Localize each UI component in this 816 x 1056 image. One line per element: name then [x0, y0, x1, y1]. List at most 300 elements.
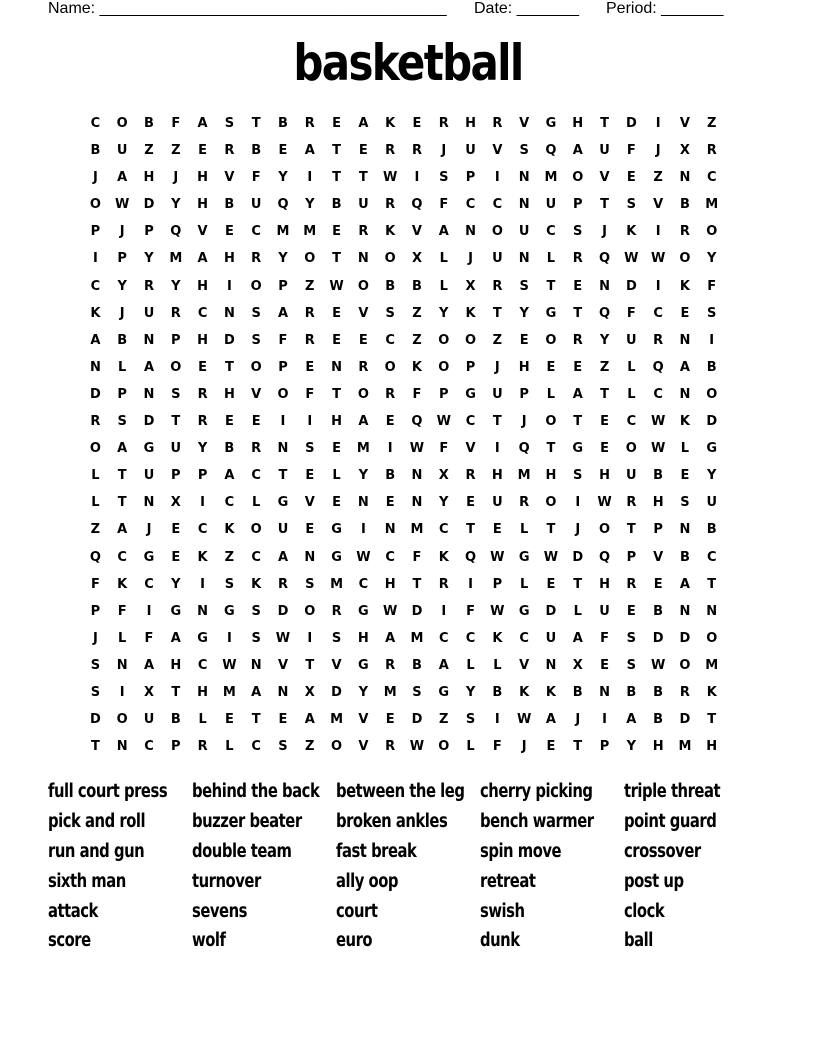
grid-letter[interactable]: S	[573, 224, 583, 240]
grid-letter[interactable]: F	[492, 739, 502, 755]
grid-letter[interactable]: I	[307, 414, 313, 430]
grid-letter[interactable]: T	[278, 468, 288, 484]
grid-letter[interactable]: L	[520, 576, 529, 592]
grid-letter[interactable]: T	[224, 359, 234, 375]
grid-letter[interactable]: B	[572, 684, 583, 700]
grid-letter[interactable]: O	[357, 278, 369, 294]
grid-letter[interactable]: Y	[278, 251, 288, 267]
grid-letter[interactable]: Y	[707, 251, 717, 267]
grid-letter[interactable]: H	[223, 251, 235, 267]
grid-letter[interactable]: I	[226, 630, 232, 646]
grid-letter[interactable]: H	[197, 197, 209, 213]
grid-letter[interactable]: Y	[117, 278, 127, 294]
grid-letter[interactable]: K	[679, 278, 690, 294]
grid-letter[interactable]: W	[650, 414, 666, 430]
grid-letter[interactable]: K	[117, 576, 128, 592]
grid-letter[interactable]: H	[491, 468, 503, 484]
grid-letter[interactable]: T	[332, 143, 341, 159]
grid-letter[interactable]: E	[332, 441, 342, 457]
grid-letter[interactable]: T	[573, 414, 583, 430]
grid-letter[interactable]: B	[492, 684, 503, 700]
grid-letter[interactable]: X	[679, 143, 690, 159]
grid-letter[interactable]: C	[626, 414, 637, 430]
grid-letter[interactable]: D	[143, 414, 155, 430]
grid-letter[interactable]: U	[545, 197, 557, 213]
grid-letter[interactable]: H	[197, 278, 209, 294]
grid-letter[interactable]: Y	[439, 495, 449, 511]
grid-letter[interactable]: B	[170, 712, 181, 728]
grid-letter[interactable]: V	[411, 224, 422, 240]
grid-letter[interactable]: B	[653, 684, 664, 700]
grid-letter[interactable]: Q	[411, 197, 423, 213]
grid-letter[interactable]: C	[653, 386, 663, 402]
grid-letter[interactable]: C	[438, 630, 449, 646]
grid-letter[interactable]: W	[115, 197, 130, 213]
grid-letter[interactable]: I	[226, 278, 232, 294]
grid-letter[interactable]: H	[384, 576, 396, 592]
grid-letter[interactable]: T	[412, 576, 422, 592]
grid-letter[interactable]: G	[465, 386, 476, 402]
grid-letter[interactable]: T	[251, 712, 261, 728]
grid-letter[interactable]: T	[305, 657, 315, 673]
grid-letter[interactable]: O	[277, 386, 289, 402]
grid-letter[interactable]: N	[304, 549, 316, 565]
grid-letter[interactable]: L	[466, 657, 475, 673]
grid-letter[interactable]: T	[573, 305, 583, 321]
grid-letter[interactable]: H	[223, 386, 235, 402]
grid-letter[interactable]: S	[626, 630, 637, 646]
grid-letter[interactable]: R	[358, 359, 369, 375]
grid-letter[interactable]: Y	[439, 305, 449, 321]
grid-letter[interactable]: O	[706, 224, 718, 240]
grid-letter[interactable]: Q	[411, 414, 423, 430]
grid-letter[interactable]: Z	[305, 739, 315, 755]
date-field[interactable]: Date: _______	[474, 0, 579, 17]
grid-letter[interactable]: F	[412, 386, 422, 402]
grid-letter[interactable]: O	[465, 332, 477, 348]
grid-letter[interactable]: K	[385, 224, 396, 240]
grid-letter[interactable]: N	[411, 468, 423, 484]
grid-letter[interactable]: L	[546, 386, 556, 402]
name-field[interactable]: Name: _______________________________________	[48, 0, 447, 17]
grid-letter[interactable]: R	[653, 332, 664, 348]
grid-letter[interactable]: N	[384, 522, 396, 538]
grid-letter[interactable]: O	[438, 739, 450, 755]
grid-letter[interactable]: G	[438, 684, 450, 700]
grid-letter[interactable]: R	[411, 143, 422, 159]
grid-letter[interactable]: B	[90, 143, 101, 159]
grid-letter[interactable]: R	[572, 332, 583, 348]
grid-letter[interactable]: K	[465, 305, 476, 321]
grid-letter[interactable]: C	[519, 630, 529, 646]
grid-letter[interactable]: I	[494, 441, 500, 457]
grid-letter[interactable]: W	[436, 414, 451, 430]
grid-letter[interactable]: G	[706, 441, 718, 457]
grid-letter[interactable]: R	[277, 576, 288, 592]
grid-letter[interactable]: E	[546, 359, 556, 375]
grid-letter[interactable]: A	[626, 712, 637, 728]
grid-letter[interactable]: A	[90, 332, 101, 348]
grid-letter[interactable]: I	[119, 684, 125, 700]
grid-letter[interactable]: T	[332, 170, 341, 186]
grid-letter[interactable]: S	[305, 576, 315, 592]
grid-letter[interactable]: A	[277, 305, 288, 321]
grid-letter[interactable]: A	[117, 441, 128, 457]
grid-letter[interactable]: F	[439, 197, 449, 213]
grid-letter[interactable]: W	[543, 549, 559, 565]
grid-letter[interactable]: F	[305, 386, 315, 402]
grid-letter[interactable]: P	[626, 549, 637, 565]
grid-letter[interactable]: S	[251, 603, 261, 619]
grid-letter[interactable]: N	[331, 359, 343, 375]
grid-letter[interactable]: E	[224, 224, 234, 240]
grid-letter[interactable]: C	[438, 522, 449, 538]
grid-letter[interactable]: R	[572, 251, 583, 267]
grid-letter[interactable]: W	[650, 441, 666, 457]
grid-letter[interactable]: L	[198, 712, 207, 728]
grid-letter[interactable]: O	[116, 116, 128, 131]
grid-letter[interactable]: L	[573, 603, 582, 619]
grid-letter[interactable]: C	[197, 657, 208, 673]
grid-letter[interactable]: N	[411, 495, 423, 511]
grid-letter[interactable]: T	[492, 305, 502, 321]
grid-letter[interactable]: D	[331, 684, 342, 700]
grid-letter[interactable]: G	[358, 603, 369, 619]
grid-letter[interactable]: L	[493, 657, 502, 673]
grid-letter[interactable]: J	[521, 414, 527, 430]
grid-letter[interactable]: N	[89, 359, 101, 375]
grid-letter[interactable]: U	[626, 332, 637, 348]
grid-letter[interactable]: T	[573, 576, 583, 592]
grid-letter[interactable]: H	[572, 116, 584, 131]
grid-letter[interactable]: K	[385, 116, 396, 131]
grid-letter[interactable]: W	[624, 251, 639, 267]
grid-letter[interactable]: T	[546, 278, 556, 294]
grid-letter[interactable]: T	[600, 386, 609, 402]
grid-letter[interactable]: I	[602, 712, 607, 728]
grid-letter[interactable]: F	[626, 143, 636, 159]
grid-letter[interactable]: Z	[224, 549, 235, 565]
grid-letter[interactable]: A	[251, 684, 262, 700]
grid-letter[interactable]: A	[572, 143, 583, 159]
grid-letter[interactable]: U	[143, 468, 155, 484]
grid-letter[interactable]: M	[222, 684, 236, 700]
grid-letter[interactable]: W	[409, 739, 425, 755]
grid-letter[interactable]: T	[626, 522, 636, 538]
grid-letter[interactable]: B	[653, 468, 664, 484]
grid-letter[interactable]: J	[575, 712, 581, 728]
grid-letter[interactable]: X	[143, 684, 154, 700]
grid-letter[interactable]: M	[517, 468, 531, 484]
grid-letter[interactable]: K	[492, 630, 503, 646]
grid-letter[interactable]: C	[144, 576, 154, 592]
grid-letter[interactable]: C	[465, 630, 476, 646]
grid-letter[interactable]: Z	[653, 170, 663, 186]
grid-letter[interactable]: Y	[278, 170, 288, 186]
grid-letter[interactable]: E	[332, 305, 342, 321]
grid-letter[interactable]: N	[250, 657, 262, 673]
grid-letter[interactable]: R	[385, 386, 396, 402]
grid-letter[interactable]: S	[171, 386, 181, 402]
grid-letter[interactable]: R	[519, 495, 530, 511]
grid-letter[interactable]: I	[655, 278, 661, 294]
grid-letter[interactable]: U	[706, 495, 717, 511]
grid-letter[interactable]: N	[518, 251, 530, 267]
grid-letter[interactable]: O	[545, 495, 557, 511]
grid-letter[interactable]: E	[224, 414, 234, 430]
grid-letter[interactable]: E	[224, 712, 234, 728]
grid-letter[interactable]: V	[599, 170, 610, 186]
grid-letter[interactable]: C	[653, 305, 663, 321]
grid-letter[interactable]: V	[519, 116, 530, 131]
grid-letter[interactable]: O	[545, 414, 557, 430]
grid-letter[interactable]: G	[358, 657, 369, 673]
grid-letter[interactable]: H	[197, 170, 209, 186]
grid-letter[interactable]: I	[575, 495, 581, 511]
grid-letter[interactable]: E	[385, 495, 395, 511]
grid-letter[interactable]: G	[143, 441, 155, 457]
grid-letter[interactable]: E	[680, 305, 690, 321]
grid-letter[interactable]: D	[143, 197, 155, 213]
grid-letter[interactable]: C	[385, 549, 395, 565]
grid-letter[interactable]: Q	[89, 549, 101, 565]
grid-letter[interactable]: C	[117, 549, 127, 565]
grid-letter[interactable]: U	[599, 603, 610, 619]
grid-letter[interactable]: N	[545, 657, 557, 673]
grid-letter[interactable]: V	[653, 549, 664, 565]
grid-letter[interactable]: F	[144, 630, 154, 646]
grid-letter[interactable]: J	[494, 359, 500, 375]
grid-letter[interactable]: P	[653, 522, 663, 538]
grid-letter[interactable]: S	[224, 576, 235, 592]
grid-letter[interactable]: C	[492, 197, 503, 213]
grid-letter[interactable]: L	[332, 468, 341, 484]
grid-letter[interactable]: E	[198, 143, 208, 159]
grid-letter[interactable]: N	[679, 603, 691, 619]
grid-letter[interactable]: G	[170, 603, 182, 619]
grid-letter[interactable]: H	[465, 116, 476, 131]
grid-letter[interactable]: D	[679, 712, 691, 728]
grid-letter[interactable]: V	[304, 495, 315, 511]
grid-letter[interactable]: A	[572, 386, 583, 402]
grid-letter[interactable]: F	[439, 441, 449, 457]
grid-letter[interactable]: B	[278, 116, 288, 131]
grid-letter[interactable]: Z	[412, 305, 422, 321]
grid-letter[interactable]: U	[143, 305, 155, 321]
grid-letter[interactable]: E	[600, 441, 609, 457]
grid-letter[interactable]: E	[466, 495, 475, 511]
grid-letter[interactable]: U	[277, 522, 289, 538]
grid-letter[interactable]: R	[385, 739, 396, 755]
grid-letter[interactable]: T	[171, 414, 181, 430]
grid-letter[interactable]: P	[492, 576, 503, 592]
grid-letter[interactable]: P	[171, 332, 181, 348]
grid-letter[interactable]: W	[222, 657, 237, 673]
grid-letter[interactable]: R	[304, 332, 315, 348]
grid-letter[interactable]: O	[89, 197, 101, 213]
grid-letter[interactable]: R	[197, 386, 208, 402]
grid-letter[interactable]: I	[92, 251, 98, 267]
grid-letter[interactable]: T	[492, 414, 502, 430]
grid-letter[interactable]: X	[438, 468, 449, 484]
grid-letter[interactable]: N	[277, 441, 289, 457]
grid-letter[interactable]: F	[466, 603, 475, 619]
grid-letter[interactable]: R	[385, 657, 396, 673]
grid-letter[interactable]: D	[706, 414, 718, 430]
grid-letter[interactable]: Y	[519, 305, 529, 321]
grid-letter[interactable]: C	[197, 522, 208, 538]
grid-letter[interactable]: O	[572, 170, 584, 186]
grid-letter[interactable]: N	[357, 251, 369, 267]
grid-letter[interactable]: Y	[171, 197, 181, 213]
grid-letter[interactable]: A	[679, 359, 690, 375]
grid-letter[interactable]: U	[170, 441, 182, 457]
grid-letter[interactable]: E	[492, 522, 502, 538]
grid-letter[interactable]: E	[332, 224, 342, 240]
grid-letter[interactable]: S	[707, 305, 717, 321]
grid-letter[interactable]: D	[90, 386, 101, 402]
grid-letter[interactable]: U	[599, 143, 610, 159]
grid-letter[interactable]: K	[411, 359, 422, 375]
grid-letter[interactable]: Q	[599, 305, 611, 321]
grid-letter[interactable]: H	[599, 468, 610, 484]
grid-letter[interactable]: K	[251, 576, 262, 592]
grid-letter[interactable]: Z	[707, 116, 717, 131]
grid-letter[interactable]: O	[438, 332, 450, 348]
grid-letter[interactable]: B	[626, 684, 637, 700]
grid-letter[interactable]: K	[519, 684, 530, 700]
grid-letter[interactable]: H	[706, 739, 718, 755]
grid-letter[interactable]: S	[573, 468, 583, 484]
grid-letter[interactable]: D	[572, 549, 584, 565]
grid-letter[interactable]: Z	[171, 143, 181, 159]
grid-letter[interactable]: N	[143, 386, 155, 402]
grid-letter[interactable]: M	[544, 170, 558, 186]
grid-letter[interactable]: B	[385, 468, 396, 484]
grid-letter[interactable]: B	[412, 657, 422, 673]
grid-letter[interactable]: S	[626, 657, 637, 673]
grid-letter[interactable]: S	[331, 630, 342, 646]
grid-letter[interactable]: A	[224, 468, 235, 484]
grid-letter[interactable]: P	[438, 386, 449, 402]
grid-letter[interactable]: N	[197, 603, 209, 619]
grid-letter[interactable]: E	[332, 495, 342, 511]
grid-letter[interactable]: C	[546, 224, 556, 240]
grid-letter[interactable]: R	[143, 278, 154, 294]
grid-letter[interactable]: R	[438, 116, 449, 131]
grid-letter[interactable]: K	[90, 305, 101, 321]
grid-letter[interactable]: I	[200, 576, 205, 592]
grid-letter[interactable]: D	[411, 712, 423, 728]
grid-letter[interactable]: O	[250, 278, 262, 294]
grid-letter[interactable]: O	[625, 441, 637, 457]
grid-letter[interactable]: R	[492, 278, 503, 294]
grid-letter[interactable]: O	[250, 359, 262, 375]
grid-letter[interactable]: P	[117, 386, 127, 402]
grid-letter[interactable]: K	[545, 684, 556, 700]
grid-letter[interactable]: F	[251, 170, 261, 186]
grid-letter[interactable]: Y	[358, 468, 369, 484]
grid-letter[interactable]: B	[653, 712, 664, 728]
grid-letter[interactable]: L	[627, 359, 636, 375]
grid-letter[interactable]: N	[465, 224, 476, 240]
grid-letter[interactable]: W	[650, 657, 666, 673]
grid-letter[interactable]: R	[197, 414, 208, 430]
grid-letter[interactable]: V	[331, 657, 342, 673]
grid-letter[interactable]: X	[465, 278, 476, 294]
grid-letter[interactable]: O	[599, 522, 611, 538]
grid-letter[interactable]: S	[305, 441, 315, 457]
grid-letter[interactable]: E	[305, 468, 315, 484]
grid-letter[interactable]: O	[170, 359, 182, 375]
grid-letter[interactable]: N	[357, 495, 369, 511]
grid-letter[interactable]: C	[706, 549, 717, 565]
grid-letter[interactable]: M	[383, 684, 397, 700]
grid-letter[interactable]: N	[706, 603, 718, 619]
grid-letter[interactable]: O	[357, 386, 369, 402]
grid-letter[interactable]: S	[224, 116, 235, 131]
grid-letter[interactable]: Y	[465, 684, 476, 700]
grid-letter[interactable]: L	[546, 251, 556, 267]
grid-letter[interactable]: T	[171, 684, 181, 700]
grid-letter[interactable]: T	[546, 441, 556, 457]
grid-letter[interactable]: R	[465, 468, 476, 484]
grid-letter[interactable]: O	[384, 251, 396, 267]
grid-letter[interactable]: G	[331, 549, 342, 565]
grid-letter[interactable]: W	[516, 712, 532, 728]
grid-letter[interactable]: V	[358, 739, 369, 755]
grid-letter[interactable]: Z	[599, 359, 610, 375]
grid-letter[interactable]: B	[251, 143, 262, 159]
grid-letter[interactable]: Y	[626, 739, 637, 755]
grid-letter[interactable]: E	[171, 549, 181, 565]
grid-letter[interactable]: D	[277, 603, 289, 619]
grid-letter[interactable]: C	[90, 278, 101, 294]
grid-letter[interactable]: I	[494, 170, 500, 186]
grid-letter[interactable]: O	[250, 522, 262, 538]
grid-letter[interactable]: R	[385, 143, 396, 159]
grid-letter[interactable]: F	[707, 278, 717, 294]
grid-letter[interactable]: L	[439, 251, 448, 267]
grid-letter[interactable]: F	[171, 116, 181, 131]
grid-letter[interactable]: L	[118, 630, 127, 646]
grid-letter[interactable]: P	[90, 224, 101, 240]
grid-letter[interactable]: T	[251, 116, 261, 131]
grid-letter[interactable]: Q	[599, 549, 611, 565]
grid-letter[interactable]: Z	[439, 712, 449, 728]
grid-letter[interactable]: E	[680, 468, 690, 484]
grid-letter[interactable]: Q	[652, 359, 664, 375]
grid-letter[interactable]: T	[332, 251, 341, 267]
grid-letter[interactable]: R	[626, 495, 637, 511]
grid-letter[interactable]: L	[91, 495, 100, 511]
grid-letter[interactable]: A	[304, 143, 315, 159]
grid-letter[interactable]: N	[143, 495, 155, 511]
grid-letter[interactable]: A	[197, 116, 208, 131]
grid-letter[interactable]: M	[330, 576, 344, 592]
grid-letter[interactable]: U	[358, 197, 369, 213]
grid-letter[interactable]: S	[519, 143, 529, 159]
grid-letter[interactable]: Y	[305, 197, 315, 213]
grid-letter[interactable]: E	[573, 278, 583, 294]
grid-letter[interactable]: A	[143, 359, 155, 375]
grid-letter[interactable]: H	[652, 739, 664, 755]
grid-letter[interactable]: S	[251, 305, 261, 321]
grid-letter[interactable]: N	[599, 278, 610, 294]
grid-letter[interactable]: T	[546, 522, 556, 538]
grid-letter[interactable]: E	[626, 170, 636, 186]
grid-letter[interactable]: J	[441, 143, 447, 159]
